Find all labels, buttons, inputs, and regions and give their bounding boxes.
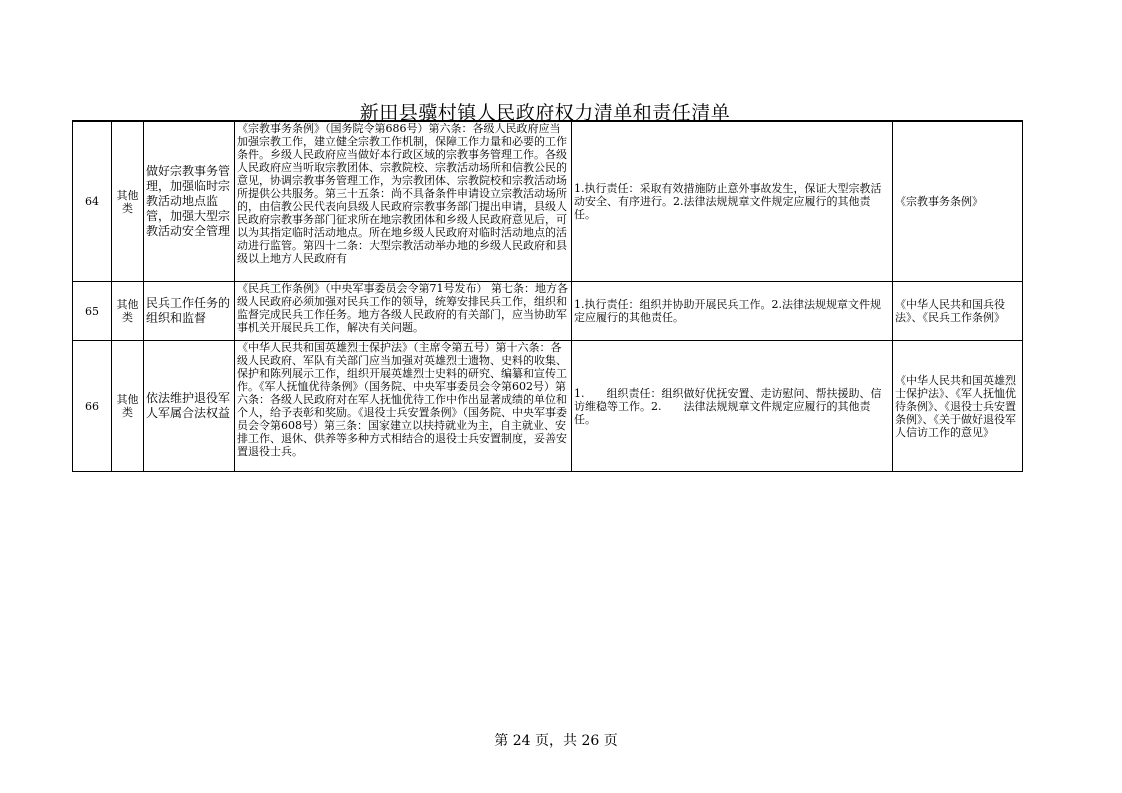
- row-category: 其他类: [112, 282, 144, 341]
- table-row: [73, 121, 1023, 282]
- legal-basis-text: 《中华人民共和国英雄烈士保护法》（主席令第五号）第十六条：各级人民政府、军队有关部门应当加强对英雄烈士遗物、史料的收集、保护和陈列展示工作，组织开展英雄烈士史料的研究、编纂和宣传工作。《军人抚恤优待条例》（国务院、中央军事委员会令第602号）第六条：各级人民政府对在军人抚恤优待工作中作出显著成绩的单位和个人，给予表彰和奖励。《退役士兵安置条例》（国务院、中央军事委员会令第608号）第三条：国家建立以扶持就业为主，自主就业、安排工作、退休、供养等多种方式相结合的退役士兵安置制度，妥善安置退役士兵。: [237, 341, 567, 458]
- table-row: [73, 341, 1023, 472]
- row-number: 65: [73, 282, 112, 341]
- row-power-name: 民兵工作任务的组织和监督: [144, 282, 235, 341]
- page-prefix: 第: [494, 733, 509, 749]
- table-row: [73, 282, 1023, 341]
- row-responsibility: 1.执行责任：组织并协助开展民兵工作。2.法律法规规章文件规定应履行的其他责任。: [572, 282, 893, 341]
- row-category: 其他类: [112, 341, 144, 472]
- legal-basis-text: 《民兵工作条例》（中央军事委员会令第71号发布） 第七条：地方各级人民政府必须加强对民兵工作的领导，统筹安排民兵工作，组织和监督完成民兵工作任务。地方各级人民政府的有关部门，应当协助军事机关开展民兵工作，解决有关问题。: [237, 282, 568, 334]
- row-legal-basis: [235, 121, 572, 282]
- row-legal-basis: [235, 282, 572, 341]
- row-law: 《中华人民共和国英雄烈士保护法》、《军人抚恤优待条例》、《退役士兵安置条例》、《关于做好退役军人信访工作的意见》: [893, 341, 1023, 472]
- legal-basis-text: 《宗教事务条例》（国务院令第686号）第六条：各级人民政府应当加强宗教工作，建立健全宗教工作机制，保障工作力量和必要的工作条件。乡级人民政府应当做好本行政区域的宗教事务管理工作。各级人民政府应当听取宗教团体、宗教院校、宗教活动场所和信教公民的意见，协调宗教事务管理工作，为宗教团体、宗教院校和宗教活动场所提供公共服务。第三十五条：尚不具备条件申请设立宗教活动场所的，由信教公民代表向县级人民政府宗教事务部门提出申请，县级人民政府宗教事务部门征求所在地宗教团体和乡级人民政府意见后，可以为其指定临时活动地点。所在地乡级人民政府对临时活动地点的活动进行监管。第四十二条：大型宗教活动举办地的乡级人民政府和县级以上地方人民政府有: [237, 122, 567, 265]
- page-total: 26: [581, 733, 600, 749]
- page-title: 新田县骥村镇人民政府权力清单和责任清单: [359, 102, 731, 124]
- page-suffix: 页: [603, 733, 618, 749]
- row-category: 其他类: [112, 121, 144, 282]
- page-mid: 页，共: [535, 733, 577, 749]
- page-current: 24: [512, 733, 531, 749]
- row-power-name: 做好宗教事务管理，加强临时宗教活动地点监管，加强大型宗教活动安全管理: [144, 121, 235, 282]
- row-law: 《宗教事务条例》: [893, 121, 1023, 282]
- row-law: 《中华人民共和国兵役法》、《民兵工作条例》: [893, 282, 1023, 341]
- power-responsibility-table: [72, 120, 1023, 472]
- row-responsibility: 1.执行责任：采取有效措施防止意外事故发生，保证大型宗教活动安全、有序进行。2.法律法规规章文件规定应履行的其他责任。: [572, 121, 893, 282]
- row-legal-basis: [235, 341, 572, 472]
- row-number: 64: [73, 121, 112, 282]
- row-power-name: 依法维护退役军人军属合法权益: [144, 341, 235, 472]
- page-footer: [0, 730, 1112, 750]
- row-responsibility: 1. 组织责任：组织做好优抚安置、走访慰问、帮扶援助、信访维稳等工作。2. 法律法规规章文件规定应履行的其他责任。: [572, 341, 893, 472]
- row-number: 66: [73, 341, 112, 472]
